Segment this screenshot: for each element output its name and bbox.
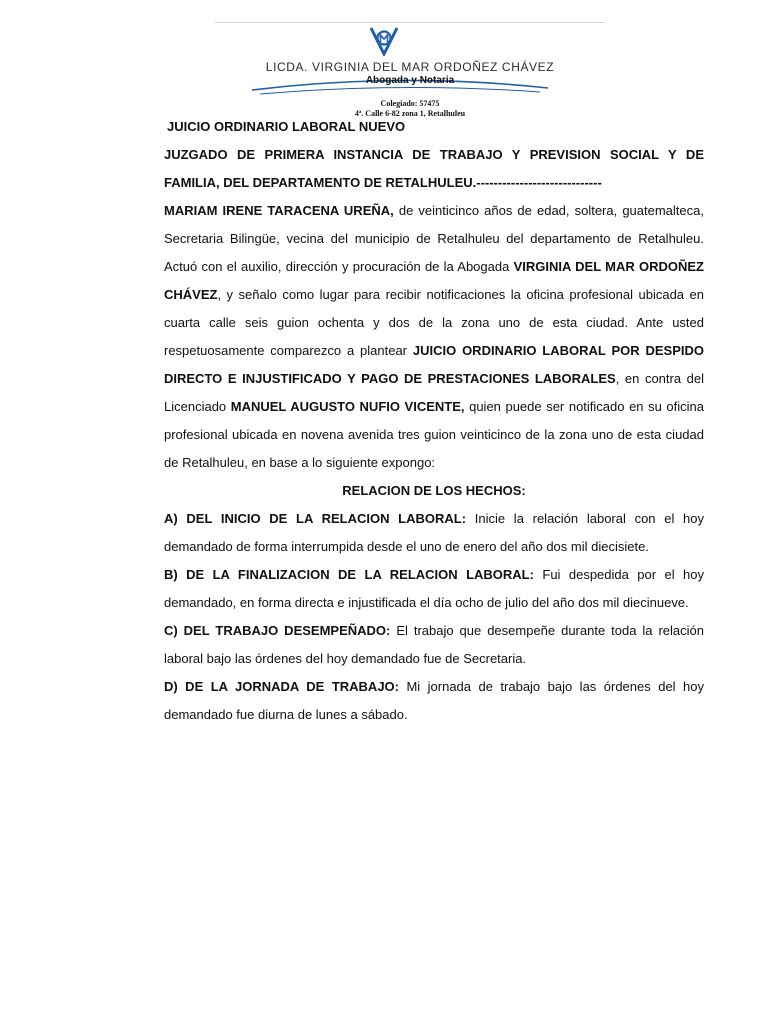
- fact-paragraph: [164, 673, 704, 729]
- plaintiff-name: MARIAM IRENE TARACENA UREÑA,: [164, 203, 394, 218]
- defendant-name: MANUEL AUGUSTO NUFIO VICENTE,: [230, 399, 465, 414]
- letterhead: [215, 22, 605, 118]
- letterhead-name: LICDA. VIRGINIA DEL MAR ORDOÑEZ CHÁVEZ: [265, 60, 555, 74]
- fact-label: C) DEL TRABAJO DESEMPEÑADO:: [164, 623, 391, 638]
- fact-label: D) DE LA JORNADA DE TRABAJO:: [164, 679, 399, 694]
- lawyer-name: VIRGINIA DEL MAR ORDOÑEZ CHÁVEZ: [164, 259, 704, 302]
- court-heading: JUZGADO DE PRIMERA INSTANCIA DE TRABAJO Y PREVISION SOCIAL Y DE FAMILIA, DEL DEPARTAMENTO DE RETALHULEU.-----------------------------: [164, 147, 704, 190]
- fact-paragraph: [164, 561, 704, 617]
- claim-title: JUICIO ORDINARIO LABORAL POR DESPIDO DIRECTO E INJUSTIFICADO Y PAGO DE PRESTACIONES LABORALES: [164, 343, 704, 386]
- fact-paragraph: [164, 617, 704, 673]
- letterhead-rule: [215, 22, 605, 23]
- intro-text-1: de veinticinco años de edad, soltera, guatemalteca, Secretaria Bilingüe, vecina del municipio de Retalhuleu del departamento de Retalhuleu. Actuó con el auxilio, dirección y procuración de la Abogada: [164, 203, 704, 274]
- section-heading: RELACION DE LOS HECHOS:: [342, 483, 526, 498]
- fact-text: Mi jornada de trabajo bajo las órdenes del hoy demandado fue diurna de lunes a sábado.: [164, 679, 704, 722]
- intro-text-3: , en contra del Licenciado: [164, 371, 704, 414]
- fact-label: A) DEL INICIO DE LA RELACION LABORAL:: [164, 511, 467, 526]
- fact-label: B) DE LA FINALIZACION DE LA RELACION LABORAL:: [164, 567, 534, 582]
- fact-text: El trabajo que desempeñe durante toda la relación laboral bajo las órdenes del hoy demandado fue de Secretaria.: [164, 623, 704, 666]
- intro-paragraph: [164, 197, 704, 477]
- case-title: JUICIO ORDINARIO LABORAL NUEVO: [167, 119, 406, 134]
- fact-paragraph: [164, 505, 704, 561]
- fact-text: Fui despedida por el hoy demandado, en forma directa e injustificada el día ocho de julio del año dos mil diecinueve.: [164, 567, 705, 610]
- letterhead-title: Abogada y Notaria: [365, 75, 455, 86]
- letterhead-address: 4ª. Calle 6-82 zona 1, Retalhuleu: [354, 109, 466, 118]
- document-body: [164, 113, 704, 729]
- letterhead-colegiado: Colegiado: 57475: [380, 99, 440, 108]
- fact-text: Inicie la relación laboral con el hoy demandado de forma interrumpida desde el uno de enero del año dos mil diecisiete.: [164, 511, 704, 554]
- intro-text-2: , y señalo como lugar para recibir notificaciones la oficina profesional ubicada en cuarta calle seis guion ochenta y dos de la zona uno de esta ciudad. Ante usted respetuosamente comparezco a plantear: [164, 287, 704, 358]
- monogram-logo-icon: [368, 26, 400, 56]
- intro-text-4: quien puede ser notificado en su oficina profesional ubicada en novena avenida tres guion veinticinco de la zona uno de esta ciudad de Retalhuleu, en base a lo siguiente expongo:: [164, 399, 704, 470]
